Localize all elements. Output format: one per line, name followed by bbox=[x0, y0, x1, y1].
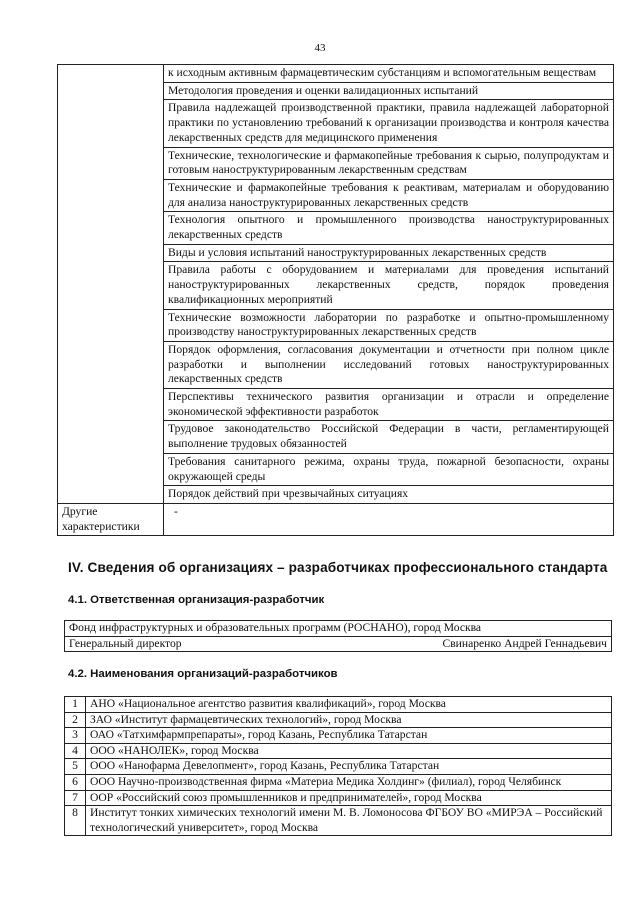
org-name: ООО Научно-производственная фирма «Материа Медика Холдинг» (филиал), город Челябинск bbox=[86, 774, 612, 790]
signatory-row bbox=[69, 637, 607, 652]
table-row bbox=[65, 774, 612, 790]
table-row bbox=[65, 759, 612, 775]
table-row bbox=[58, 65, 614, 83]
knowledge-table bbox=[57, 64, 614, 536]
knowledge-item: Требования санитарного режима, охраны труда, пожарной безопасности, охраны окружающей среды bbox=[164, 453, 614, 485]
other-characteristics-label: Другие характеристики bbox=[58, 503, 164, 535]
table-row bbox=[65, 712, 612, 728]
subsection-title: 4.1. Ответственная организация-разработчик bbox=[68, 594, 325, 606]
subsection-title: 4.2. Наименования организаций-разработчиков bbox=[68, 668, 338, 680]
section-title: IV. Сведения об организациях – разработчиках профессионального стандарта bbox=[68, 560, 608, 575]
table-row bbox=[65, 790, 612, 806]
developer-orgs-table bbox=[64, 696, 612, 836]
table-row bbox=[65, 806, 612, 836]
knowledge-item: Порядок действий при чрезвычайных ситуациях bbox=[164, 486, 614, 504]
position-label: Генеральный директор bbox=[69, 636, 182, 650]
knowledge-item: Методология проведения и оценки валидационных испытаний bbox=[164, 82, 614, 100]
table-row bbox=[65, 636, 612, 652]
row-number: 8 bbox=[65, 806, 86, 836]
empty-label-cell bbox=[58, 65, 164, 504]
row-number: 2 bbox=[65, 712, 86, 728]
table-row bbox=[65, 728, 612, 744]
knowledge-item: Виды и условия испытаний наноструктурированных лекарственных средств bbox=[164, 244, 614, 262]
knowledge-item: Порядок оформления, согласования документации и отчетности при полном цикле разработки и выполнении исследований готовых наноструктурированных лекарственных средств bbox=[164, 341, 614, 388]
org-name: ОАО «Татхимфармпрепараты», город Казань, Республика Татарстан bbox=[86, 728, 612, 744]
knowledge-item: Трудовое законодательство Российской Федерации в части, регламентирующей выполнение трудовых обязанностей bbox=[164, 421, 614, 453]
knowledge-item: Перспективы технического развития организации и отрасли и определение экономической эффективности разработок bbox=[164, 389, 614, 421]
page-number: 43 bbox=[314, 42, 326, 54]
knowledge-item: Правила надлежащей производственной практики, правила надлежащей лабораторной практики по установлению требований к организации производства и контроля качества лекарственных средств для медицинского применения bbox=[164, 100, 614, 147]
org-name: ЗАО «Институт фармацевтических технологий», город Москва bbox=[86, 712, 612, 728]
table-row bbox=[65, 743, 612, 759]
org-name: ООР «Российский союз промышленников и предпринимателей», город Москва bbox=[86, 790, 612, 806]
row-number: 4 bbox=[65, 743, 86, 759]
table-row bbox=[65, 621, 612, 637]
other-characteristics-value: - bbox=[164, 503, 614, 535]
row-number: 5 bbox=[65, 759, 86, 775]
row-number: 3 bbox=[65, 728, 86, 744]
knowledge-item: Технология опытного и промышленного производства наноструктурированных лекарственных средств bbox=[164, 212, 614, 244]
knowledge-item: к исходным активным фармацевтическим субстанциям и вспомогательным веществам bbox=[164, 65, 614, 83]
person-name: Свинаренко Андрей Геннадьевич bbox=[442, 636, 607, 650]
knowledge-item: Технические и фармакопейные требования к реактивам, материалам и оборудованию для анализа наноструктурированных лекарственных средств bbox=[164, 179, 614, 211]
org-name: ООО «НАНОЛЕК», город Москва bbox=[86, 743, 612, 759]
knowledge-item: Технические возможности лаборатории по разработке и опытно-промышленному производству наноструктурированных лекарственных средств bbox=[164, 309, 614, 341]
org-name: ООО «Нанофарма Девелопмент», город Казань, Республика Татарстан bbox=[86, 759, 612, 775]
org-name: АНО «Национальное агентство развития квалификаций», город Москва bbox=[86, 697, 612, 713]
org-name: Институт тонких химических технологий имени М. В. Ломоносова ФГБОУ ВО «МИРЭА – Российский технологический университет», город Москва bbox=[86, 806, 612, 836]
knowledge-item: Правила работы с оборудованием и материалами для проведения испытаний наноструктурированных лекарственных средств, порядок проведения квалификационных мероприятий bbox=[164, 262, 614, 309]
row-number: 6 bbox=[65, 774, 86, 790]
table-row bbox=[58, 503, 614, 535]
table-row bbox=[65, 697, 612, 713]
row-number: 1 bbox=[65, 697, 86, 713]
signatory-cell bbox=[65, 636, 612, 652]
row-number: 7 bbox=[65, 790, 86, 806]
knowledge-item: Технические, технологические и фармакопейные требования к сырью, полупродуктам и готовым наноструктурированным лекарственным средствам bbox=[164, 147, 614, 179]
responsible-org-table bbox=[64, 620, 612, 652]
org-name-cell: Фонд инфраструктурных и образовательных программ (РОСНАНО), город Москва bbox=[65, 621, 612, 637]
